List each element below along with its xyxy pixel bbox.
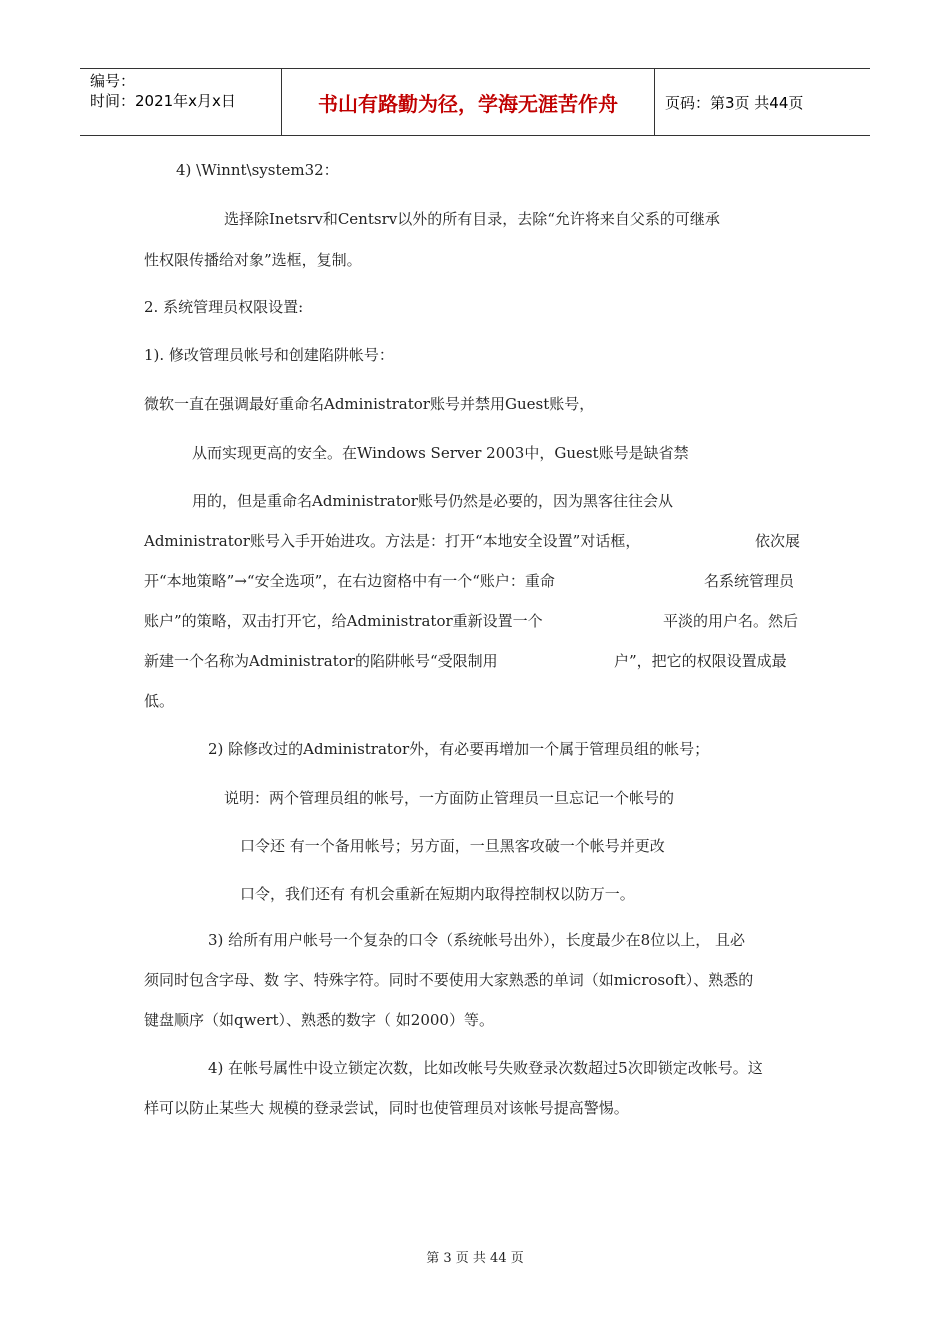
body-line-fragment: 依次展: [755, 532, 801, 550]
body-line: 选择除Inetsrv和Centsrv以外的所有目录，去除“允许将来自父系的可继承: [224, 210, 720, 228]
body-line: 说明：两个管理员组的帐号，一方面防止管理员一旦忘记一个帐号的: [224, 789, 675, 807]
body-line: 须同时包含字母、数 字、特殊字符。同时不要使用大家熟悉的单词（如microsoft）、熟悉的: [144, 971, 754, 989]
header-motto: 书山有路勤为径，学海无涯苦作舟: [318, 91, 618, 116]
body-line: 微软一直在强调最好重命名Administrator账号并禁用Guest账号，: [144, 395, 595, 413]
subsection-heading: 1). 修改管理员帐号和创建陷阱帐号：: [144, 346, 394, 364]
body-line: 样可以防止某些大 规模的登录尝试，同时也使管理员对该帐号提高警惕。: [144, 1099, 629, 1117]
body-line: 口令，我们还有 有机会重新在短期内取得控制权以防万一。: [240, 885, 635, 903]
body-line: 从而实现更高的安全。在Windows Server 2003中，Guest账号是缺省禁: [192, 444, 689, 462]
body-line: Administrator账号入手开始进攻。方法是：打开“本地安全设置”对话框，: [144, 532, 641, 550]
body-line: 4) 在帐号属性中设立锁定次数，比如改帐号失败登录次数超过5次即锁定改帐号。这: [208, 1059, 763, 1077]
body-line: 低。: [144, 692, 175, 710]
section-heading: 2. 系统管理员权限设置:: [144, 298, 304, 316]
body-line-fragment: 户”，把它的权限设置成最: [614, 652, 787, 670]
body-line: 键盘顺序（如qwert）、熟悉的数字（ 如2000）等。: [144, 1011, 494, 1029]
body-line: 账户”的策略，双击打开它，给Administrator重新设置一个: [144, 612, 543, 630]
header-page-number: 页码：第3页 共44页: [665, 93, 804, 112]
body-line-fragment: 平淡的用户名。然后: [663, 612, 799, 630]
body-line: 性权限传播给对象”选框，复制。: [144, 251, 362, 269]
header-divider: [654, 69, 655, 135]
body-line: 开“本地策略”→“安全选项”，在右边窗格中有一个“账户：重命: [144, 572, 555, 590]
page-footer: 第 3 页 共 44 页: [426, 1251, 524, 1266]
time-label: 时间：2021年x月x日: [90, 92, 236, 110]
number-label: 编号：: [90, 72, 136, 90]
body-line: 口令还 有一个备用帐号；另方面，一旦黑客攻破一个帐号并更改: [240, 837, 665, 855]
body-line: 用的，但是重命名Administrator账号仍然是必要的，因为黑客往往会从: [192, 492, 673, 510]
header-meta: [90, 71, 280, 111]
body-line: 4) \Winnt\system32：: [176, 161, 339, 179]
body-line: 新建一个名称为Administrator的陷阱帐号“受限制用: [144, 652, 498, 670]
body-line: 3) 给所有用户帐号一个复杂的口令（系统帐号出外），长度最少在8位以上， 且必: [208, 931, 745, 949]
body-line: 2) 除修改过的Administrator外，有必要再增加一个属于管理员组的帐号；: [208, 740, 710, 758]
body-line-fragment: 名系统管理员: [704, 572, 795, 590]
page-header: [80, 68, 870, 136]
